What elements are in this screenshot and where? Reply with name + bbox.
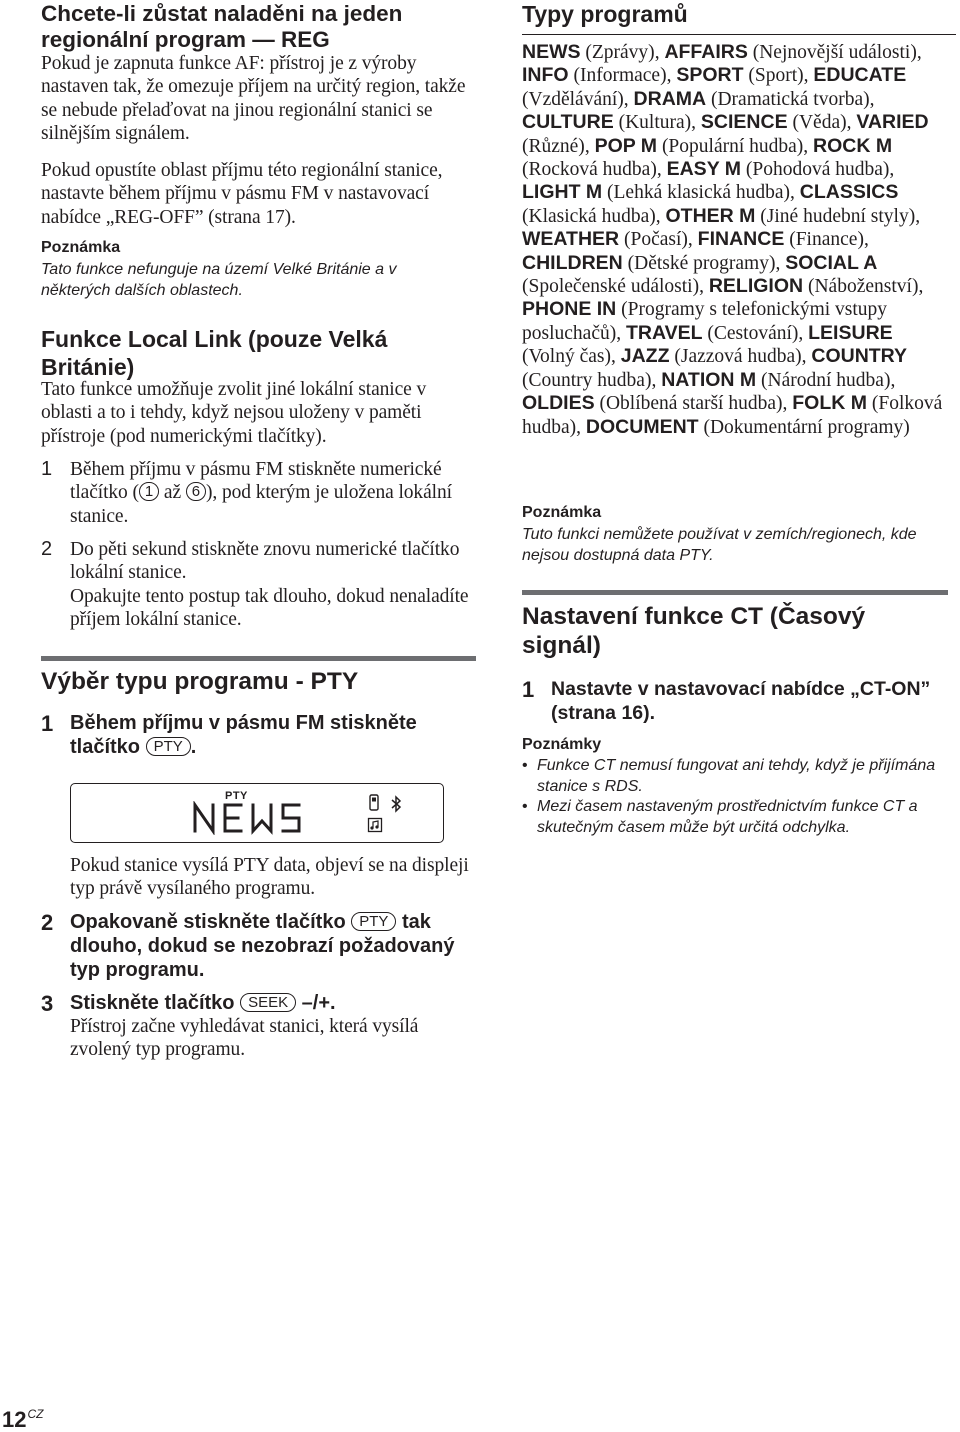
- program-type-code: NATION M: [661, 368, 757, 391]
- program-type-code: SOCIAL A: [785, 251, 878, 274]
- program-type-code: ROCK M: [813, 134, 893, 157]
- step-text: [70, 711, 482, 759]
- program-type-code: COUNTRY: [811, 345, 908, 368]
- step-text-part: .: [190, 736, 197, 758]
- step-number: 2: [41, 910, 54, 935]
- program-type-code: LEISURE: [808, 321, 893, 344]
- pty-key: PTY: [146, 737, 191, 756]
- program-type-code: DRAMA: [633, 87, 707, 110]
- ct-step-1: [522, 677, 960, 725]
- step-text-part: ), pod kterým je uložena lokální stanice.: [70, 482, 452, 527]
- program-type-description: (Různé): [522, 135, 585, 157]
- program-type-item: [522, 182, 790, 203]
- program-type-item: [667, 159, 890, 180]
- pty-key: PTY: [351, 912, 396, 931]
- seek-key: SEEK: [240, 993, 296, 1012]
- program-type-description: (Zprávy): [580, 42, 655, 63]
- program-type-description: (Věda): [787, 112, 847, 134]
- reg-heading: Chcete-li zůstat naladěni na jeden regionální program — REG: [41, 1, 403, 52]
- step-subtext: Opakujte tento postup tak dlouho, dokud nenaladíte příjem lokální stanice.: [70, 585, 469, 630]
- program-type-code: VARIED: [856, 111, 929, 134]
- program-type-item: [522, 112, 691, 133]
- program-type-item: [522, 253, 775, 274]
- program-type-description: (Sport): [743, 65, 804, 87]
- pty-step-2: [41, 910, 482, 982]
- display-news-segments: [191, 801, 311, 835]
- heading-underline: [522, 34, 956, 35]
- step-text-part: –/+.: [296, 992, 336, 1014]
- program-types-list: NEWS (Zprávy), AFFAIRS (Nejnovější události), INFO (Informace), SPORT (Sport), EDUCATE (Vzdělávání), DRAMA (Dramatická tvorba), CULTURE (Kultura), SCIENCE (Věda), VARIED (Různé), POP M (Populární hudba), ROCK M (Rocková hudba), EASY M (Pohodová hudba), LIGHT M (Lehká klasická hudba), CLASSICS (Klasická hudba), OTHER M (Jiné hudební styly), WEATHER (Počasí), FINANCE (Finance), CHILDREN (Dětské programy), SOCIAL A (Společenské události), RELIGION (Náboženství), PHONE IN (Programy s telefonickými vstupy posluchačů), TRAVEL (Cestování), LEISURE (Volný čas), JAZZ (Jazzová hudba), COUNTRY (Country hudba), NATION M (Národní hudba), OLDIES (Oblíbená starší hudba), FOLK M (Folková hudba), DOCUMENT (Dokumentární programy): [522, 41, 943, 438]
- program-type-code: LIGHT M: [522, 181, 603, 204]
- program-type-description: (Klasická hudba): [522, 205, 656, 227]
- preset-1-key: 1: [139, 482, 159, 501]
- reg-paragraph-1: Pokud je zapnuta funkce AF: přístroj je z výroby nastaven tak, že omezuje příjem na určitý region, takže se nebude přelaďovat na jinou regionální stanici se silnějším signálem.: [41, 53, 466, 144]
- step-text: [70, 991, 482, 1015]
- program-type-code: SPORT: [676, 64, 744, 87]
- step-text-part: Opakovaně stiskněte tlačítko: [70, 911, 352, 933]
- reg-note-text: Tato funkce nefunguje na území Velké Británie a v některých dalších oblastech.: [41, 261, 397, 299]
- reg-paragraph-2: Pokud opustíte oblast příjmu této regionální stanice, nastavte během příjmu v pásmu FM v nastavovací nabídce „REG-OFF” (strana 17).: [41, 160, 443, 228]
- program-type-description: (Populární hudba): [657, 135, 804, 157]
- program-type-code: RELIGION: [708, 275, 804, 298]
- step-subtext: Přístroj začne vyhledávat stanici, která vysílá zvolený typ programu.: [70, 1016, 419, 1061]
- step-text-part: až: [159, 482, 186, 504]
- program-type-item: [666, 206, 916, 227]
- music-icon: [367, 817, 383, 833]
- program-type-code: FINANCE: [697, 228, 785, 251]
- local-link-heading: Funkce Local Link (pouze Velká Británie): [41, 326, 388, 380]
- program-type-code: EASY M: [666, 158, 742, 181]
- program-type-code: CULTURE: [522, 111, 614, 134]
- program-type-description: (Jiné hudební styly): [755, 205, 916, 227]
- program-type-description: (Folková hudba): [522, 393, 943, 438]
- program-type-description: (Národní hudba): [756, 369, 891, 391]
- program-type-description: (Cestování): [702, 322, 799, 344]
- program-type-item: [595, 136, 804, 157]
- program-type-description: (Dokumentární programy): [698, 416, 910, 438]
- program-type-description: (Kultura): [613, 112, 692, 134]
- program-type-code: DOCUMENT: [585, 415, 699, 438]
- program-type-code: PHONE IN: [522, 298, 617, 321]
- program-type-item: [626, 323, 798, 344]
- step-number: 2: [41, 538, 53, 560]
- bluetooth-icon: [389, 794, 403, 814]
- step-number: 1: [522, 677, 535, 702]
- page-number-value: 12: [2, 1407, 27, 1432]
- program-type-description: (Programy s telefonickými vstupy posluchačů): [522, 299, 888, 344]
- program-type-description: (Náboženství): [803, 276, 919, 298]
- page-language-suffix: CZ: [27, 1407, 44, 1421]
- program-type-item: [634, 89, 870, 110]
- program-type-code: NEWS: [522, 41, 581, 63]
- program-type-description: (Dětské programy): [622, 252, 776, 274]
- step-text-part: Stiskněte tlačítko: [70, 992, 241, 1014]
- types-note-title: Poznámka: [522, 504, 602, 521]
- display-pty-indicator: PTY: [225, 790, 248, 802]
- program-type-description: (Vzdělávání): [522, 88, 624, 110]
- phone-icon: [367, 794, 381, 812]
- program-type-description: (Lehká klasická hudba): [602, 182, 791, 204]
- step-text-part: tak dlouho, dokud se nezobrazí požadovaný typ programu.: [70, 911, 455, 981]
- program-type-item: [621, 346, 802, 367]
- ct-notes-list: [522, 756, 948, 838]
- program-type-item: [586, 417, 910, 438]
- ct-note-item: • Mezi časem nastaveným prostřednictvím funkce CT a skutečným časem může být určitá odchylka.: [522, 797, 948, 838]
- program-type-code: WEATHER: [522, 228, 620, 251]
- program-type-code: AFFAIRS: [664, 41, 748, 63]
- step-text: Nastavte v nastavovací nabídce „CT-ON” (strana 16).: [551, 678, 931, 724]
- program-type-item: [709, 276, 919, 297]
- pty-step-3: [41, 991, 482, 1062]
- program-type-code: CLASSICS: [799, 181, 899, 204]
- step-number: 3: [41, 991, 54, 1016]
- program-type-code: JAZZ: [620, 345, 670, 368]
- program-type-item: [676, 65, 803, 86]
- reg-note-title: Poznámka: [41, 239, 121, 256]
- section-divider: [522, 590, 948, 595]
- step-text: [70, 458, 482, 528]
- step-text: Do pěti sekund stiskněte znovu numerické tlačítko lokální stanice.: [70, 539, 460, 584]
- program-type-description: (Dramatická tvorba): [706, 88, 870, 110]
- program-type-item: [522, 229, 688, 250]
- local-step-2: [41, 538, 482, 631]
- program-type-code: CHILDREN: [522, 251, 623, 274]
- ct-note-item: • Funkce CT nemusí fungovat ani tehdy, když je přijímána stanice s RDS.: [522, 756, 948, 797]
- program-type-item: [522, 393, 783, 414]
- program-type-code: SCIENCE: [700, 111, 788, 134]
- radio-display: [70, 783, 444, 843]
- step-text: [70, 910, 482, 982]
- step-number: 1: [41, 711, 54, 736]
- program-types-heading: Typy programů: [522, 1, 688, 27]
- program-type-description: (Oblíbená starší hudba): [594, 393, 783, 415]
- program-type-description: (Finance): [784, 229, 864, 251]
- ct-heading: Nastavení funkce CT (Časový signál): [522, 603, 866, 659]
- program-type-description: (Společenské události): [522, 276, 700, 298]
- program-type-code: EDUCATE: [813, 64, 907, 87]
- pty-display-explanation: Pokud stanice vysílá PTY data, objeví se na displeji typ právě vysílaného programu.: [70, 855, 469, 900]
- step-number: 1: [41, 458, 53, 480]
- types-note-text: Tuto funkci nemůžete používat v zemích/regionech, kde nejsou dostupná data PTY.: [522, 526, 917, 564]
- program-type-description: (Informace): [568, 65, 667, 87]
- ct-notes-title: Poznámky: [522, 736, 602, 753]
- pty-heading: Výběr typu programu - PTY: [41, 668, 359, 695]
- program-type-code: POP M: [594, 134, 658, 157]
- program-type-description: (Rocková hudba): [522, 159, 657, 181]
- program-type-item: [522, 42, 655, 63]
- program-type-code: TRAVEL: [625, 321, 703, 344]
- program-type-description: (Volný čas): [522, 346, 611, 368]
- program-type-description: (Nejnovější události): [747, 42, 917, 63]
- pty-step-1: [41, 711, 482, 759]
- step-text-part: Během příjmu v pásmu FM stiskněte numerické tlačítko (: [70, 459, 442, 504]
- program-type-item: [661, 370, 890, 391]
- program-type-item: [701, 112, 847, 133]
- program-type-description: (Jazzová hudba): [669, 346, 802, 368]
- preset-6-key: 6: [186, 482, 206, 501]
- program-type-item: [698, 229, 864, 250]
- program-type-code: INFO: [522, 64, 569, 87]
- program-type-description: (Pohodová hudba): [741, 159, 890, 181]
- program-type-description: (Počasí): [619, 229, 688, 251]
- local-link-paragraph: Tato funkce umožňuje zvolit jiné lokální stanice v oblasti a to i tehdy, když nejsou uloženy v paměti přístroje (pod numerickými tlačítky).: [41, 379, 427, 447]
- program-type-code: OTHER M: [665, 204, 756, 227]
- local-step-1: [41, 458, 482, 528]
- program-type-item: [522, 65, 667, 86]
- program-type-code: FOLK M: [792, 392, 867, 415]
- program-type-item: [664, 42, 916, 63]
- step-text-part: Během příjmu v pásmu FM stiskněte tlačítko: [70, 712, 417, 758]
- page-number: [2, 1403, 43, 1431]
- program-type-code: OLDIES: [522, 392, 595, 415]
- program-type-description: (Country hudba): [522, 369, 652, 391]
- section-divider: [41, 656, 476, 661]
